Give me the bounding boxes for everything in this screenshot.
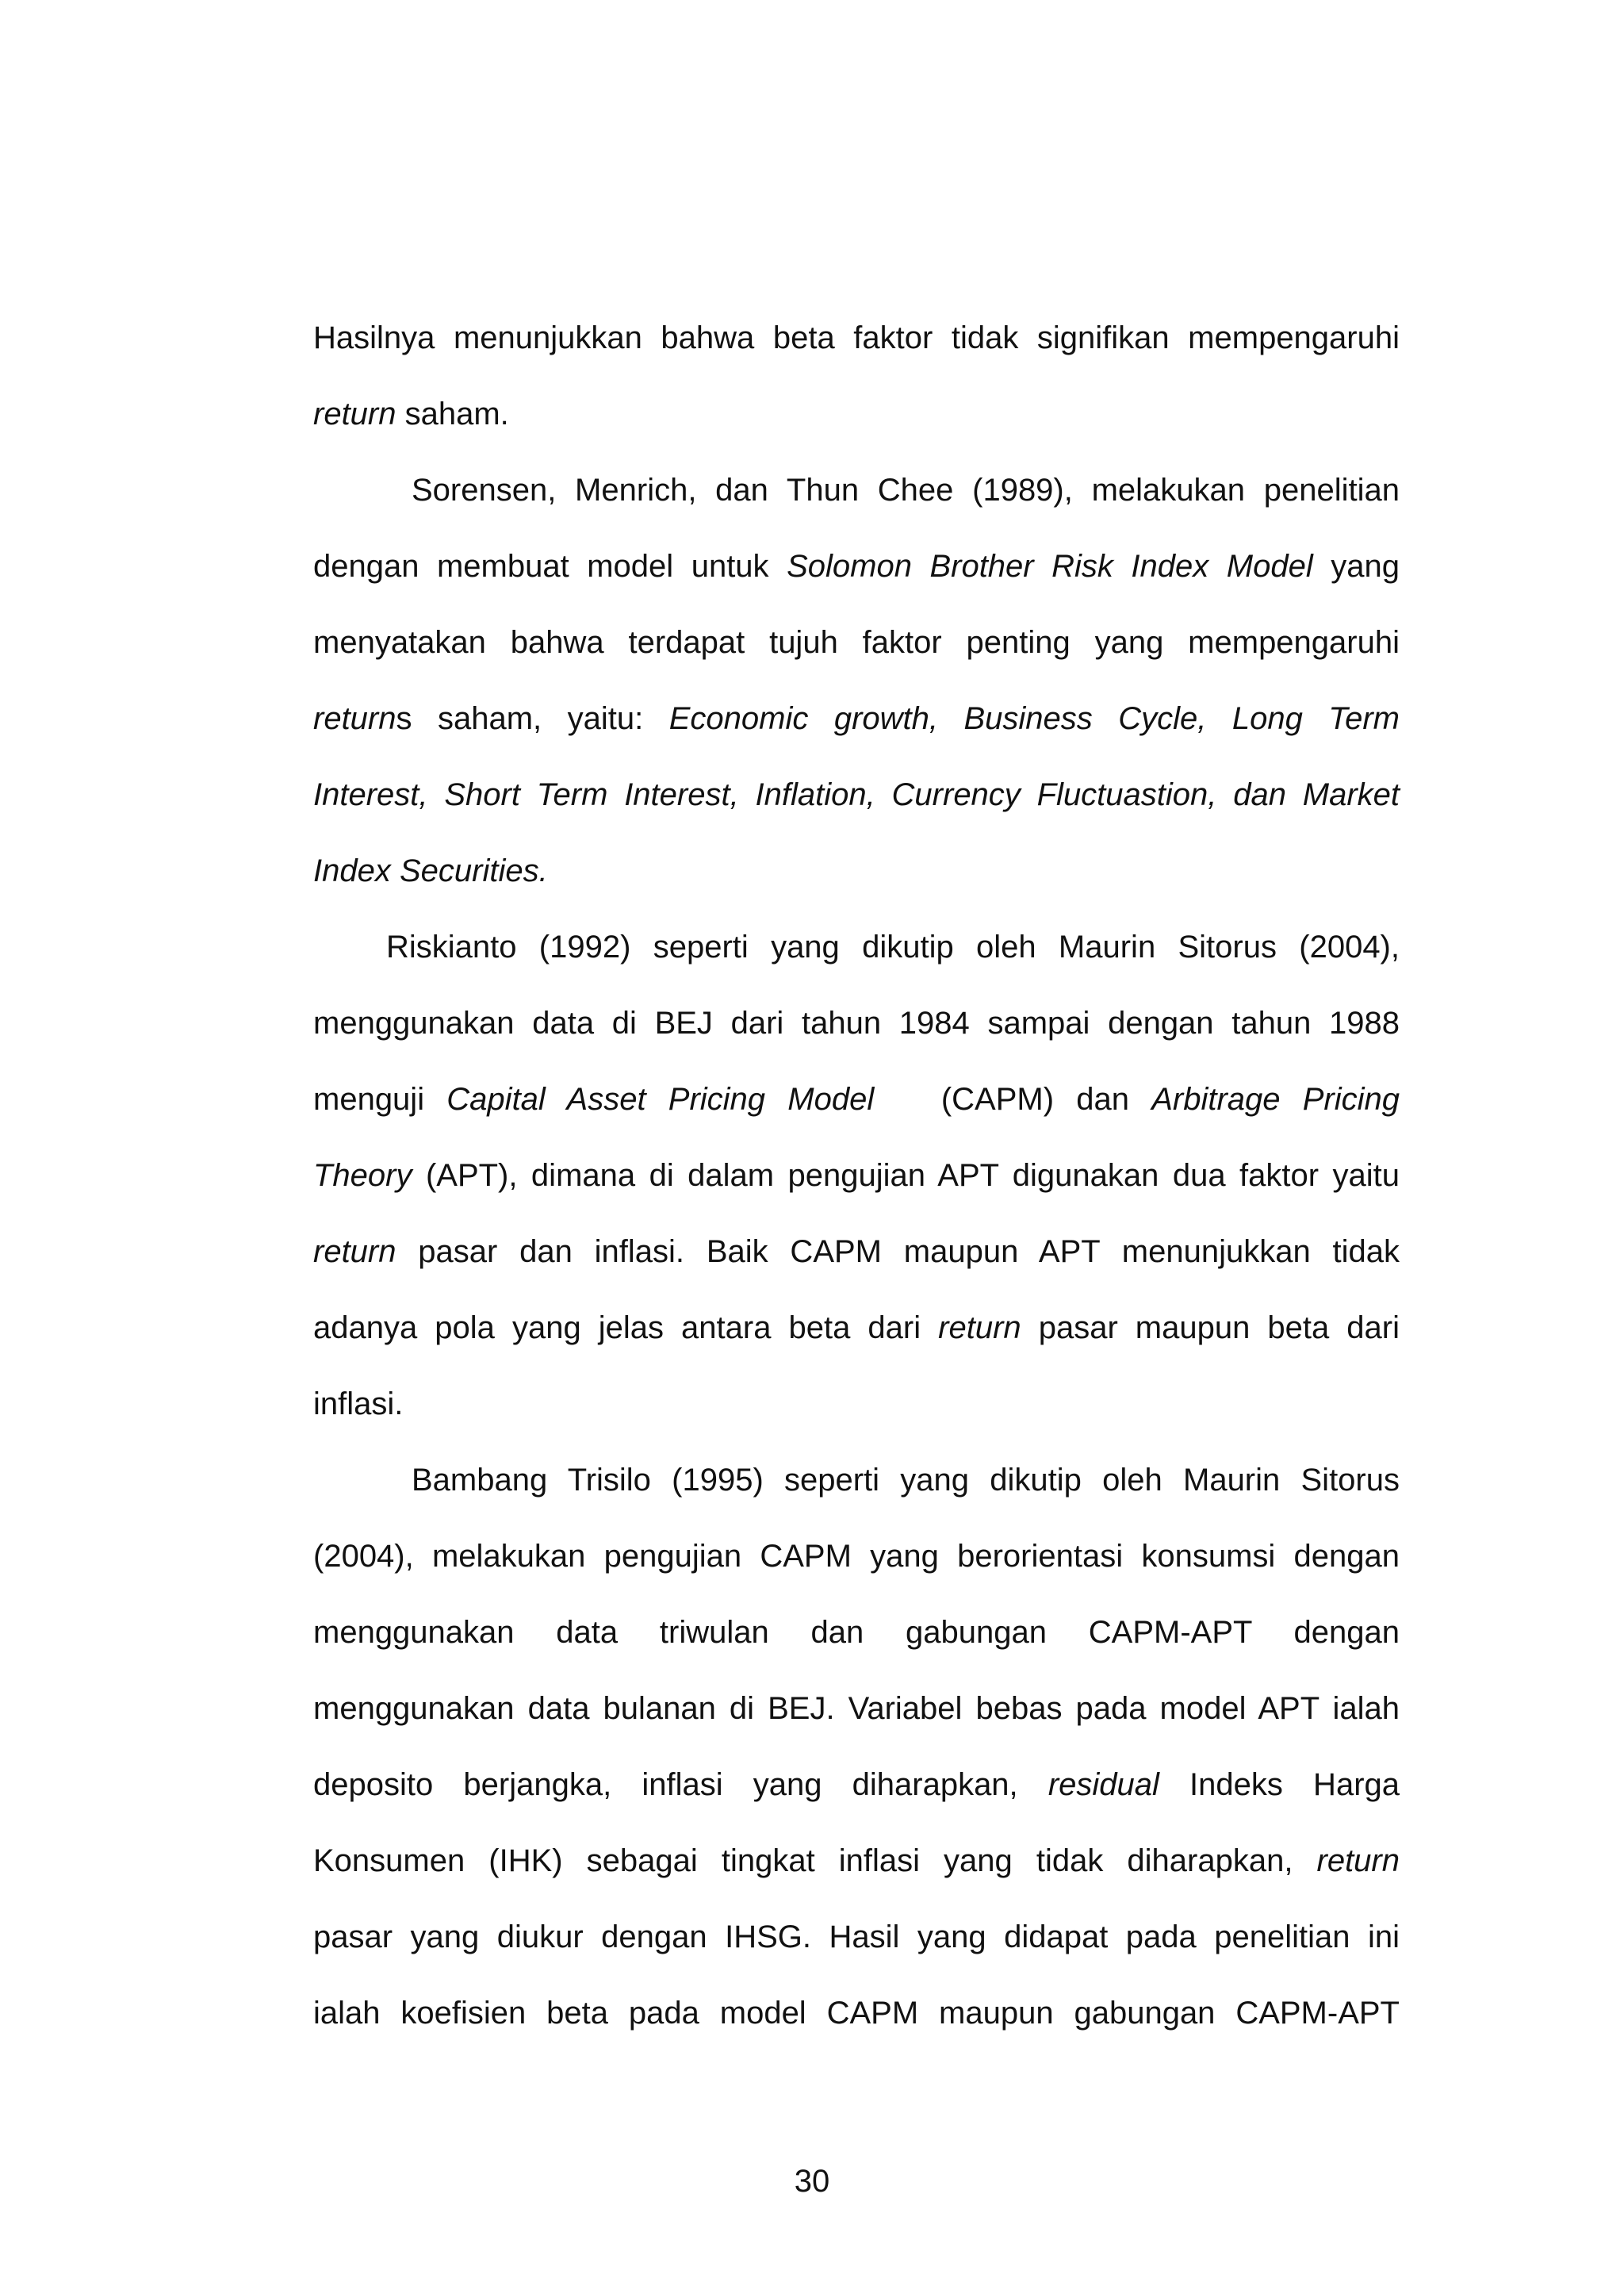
text-line <box>313 1061 1400 1137</box>
page-number: 30 <box>794 2164 830 2199</box>
text-line <box>313 757 1400 833</box>
text-line <box>313 909 1400 985</box>
text-line <box>313 1290 1400 1366</box>
paragraph <box>313 909 1400 1442</box>
text-line <box>313 1594 1400 1670</box>
text-run: menggunakan data bulanan di BEJ. Variabel bebas pada model APT ialah <box>313 1691 1400 1726</box>
text-run: menggunakan data di BEJ dari tahun 1984 sampai dengan tahun 1988 <box>313 1006 1400 1041</box>
text-line <box>313 1518 1400 1594</box>
text-run: (CAPM) dan <box>874 1082 1152 1117</box>
text-run: Bambang Trisilo (1995) seperti yang dikutip oleh Maurin Sitorus <box>412 1463 1400 1498</box>
paragraph <box>313 300 1400 452</box>
text-line <box>313 1899 1400 1975</box>
text-run: ialah koefisien beta pada model CAPM maupun gabungan CAPM-APT <box>313 1996 1400 2031</box>
text-line <box>313 985 1400 1061</box>
text-run: yang <box>1312 549 1400 584</box>
text-line <box>313 833 1400 909</box>
text-run: pasar maupun beta dari <box>1021 1310 1400 1345</box>
text-run: inflasi. <box>313 1386 404 1421</box>
italic-term: return <box>313 1234 396 1269</box>
text-run: menguji <box>313 1082 447 1117</box>
text-run: (APT), dimana di dalam pengujian APT digunakan dua faktor yaitu <box>412 1158 1400 1193</box>
text-run: Konsumen (IHK) sebagai tingkat inflasi yang tidak diharapkan, <box>313 1843 1317 1878</box>
text-line <box>313 1214 1400 1290</box>
italic-term: residual <box>1048 1767 1159 1802</box>
text-run: (2004), melakukan pengujian CAPM yang berorientasi konsumsi dengan <box>313 1539 1400 1574</box>
text-run: deposito berjangka, inflasi yang diharapkan, <box>313 1767 1048 1802</box>
text-line <box>313 1823 1400 1899</box>
italic-term: return <box>1316 1843 1400 1878</box>
italic-term: Interest, Short Term Interest, Inflation, Currency Fluctuastion, dan Market <box>313 777 1400 812</box>
italic-term: return <box>313 701 396 736</box>
text-run: pasar dan inflasi. Baik CAPM maupun APT menunjukkan tidak <box>396 1234 1400 1269</box>
text-line <box>313 528 1400 604</box>
italic-term: return <box>313 397 396 431</box>
italic-term: Theory <box>313 1158 412 1193</box>
text-line <box>313 1137 1400 1214</box>
page-body <box>313 300 1400 2051</box>
text-run: saham. <box>396 397 509 431</box>
text-line <box>313 604 1400 681</box>
text-run: dengan membuat model untuk <box>313 549 787 584</box>
text-line <box>313 1975 1400 2051</box>
text-line <box>313 1366 1400 1442</box>
italic-term: Solomon Brother Risk Index Model <box>787 549 1313 584</box>
italic-term: Economic growth, Business Cycle, Long Term <box>668 701 1400 736</box>
text-line <box>313 1747 1400 1823</box>
italic-term: Arbitrage Pricing <box>1151 1082 1400 1117</box>
text-line <box>313 1670 1400 1747</box>
text-line <box>313 376 1400 452</box>
text-run: menggunakan data triwulan dan gabungan CAPM-APT dengan <box>313 1615 1400 1650</box>
italic-term: return <box>938 1310 1021 1345</box>
paragraph <box>313 1442 1400 2051</box>
text-run: s saham, yaitu: <box>396 701 669 736</box>
text-run: pasar yang diukur dengan IHSG. Hasil yang didapat pada penelitian ini <box>313 1920 1400 1954</box>
text-line <box>313 300 1400 376</box>
text-run: Hasilnya menunjukkan bahwa beta faktor tidak signifikan mempengaruhi <box>313 320 1400 355</box>
text-line <box>313 681 1400 757</box>
italic-term: Index Securities. <box>313 853 548 888</box>
text-run: Riskianto (1992) seperti yang dikutip oleh Maurin Sitorus (2004), <box>386 930 1400 965</box>
text-run: menyatakan bahwa terdapat tujuh faktor penting yang mempengaruhi <box>313 625 1400 660</box>
text-run: adanya pola yang jelas antara beta dari <box>313 1310 939 1345</box>
paragraph <box>313 452 1400 909</box>
text-run: Sorensen, Menrich, dan Thun Chee (1989), melakukan penelitian <box>412 473 1400 508</box>
text-run: Indeks Harga <box>1159 1767 1400 1802</box>
text-line <box>313 1442 1400 1518</box>
text-line <box>313 452 1400 528</box>
italic-term: Capital Asset Pricing Model <box>446 1082 875 1117</box>
